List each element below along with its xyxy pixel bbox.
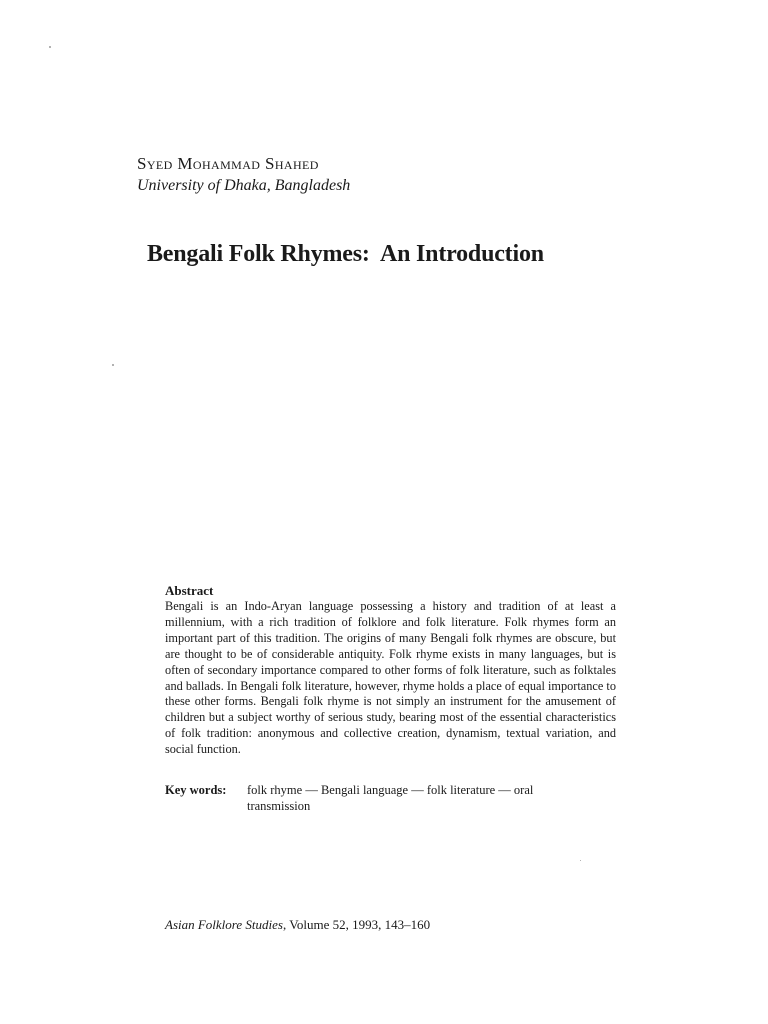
journal-name: Asian Folklore Studies <box>165 917 283 932</box>
keywords-label: Key words: <box>165 783 227 797</box>
keywords-text: folk rhyme — Bengali language — folk literature — oral transmission <box>247 783 534 813</box>
abstract-body: Bengali is an Indo-Aryan language possessing a history and tradition of at least a millennium, with a rich tradition of folklore and folk literature. Folk rhymes form an important part of this tradition. The origins of many Bengali folk rhymes are obscure, but are thought to be of considerable antiquity. Folk rhyme exists in many languages, but is often of secondary importance compared to other forms of folk literature, such as folktales and ballads. In Bengali folk literature, however, rhyme holds a place of equal importance to these other forms. Bengali folk rhyme is not simply an instrument for the amusement of children but a subject worthy of serious study, bearing most of the essential characteristics of folk tradition: anonymous and collective creation, dynamism, textual variation, and social function. <box>165 599 616 757</box>
scan-speck <box>49 46 51 48</box>
author-affiliation: University of Dhaka, Bangladesh <box>137 177 351 194</box>
citation-details: , Volume 52, 1993, 143–160 <box>282 917 431 932</box>
scan-speck <box>580 860 581 861</box>
author-block <box>137 153 350 197</box>
abstract-section <box>165 582 616 758</box>
scan-speck <box>112 364 114 366</box>
author-name: Syed Mohammad Shahed <box>137 154 319 173</box>
journal-citation <box>165 916 430 934</box>
keywords-section <box>165 782 616 814</box>
abstract-heading: Abstract <box>165 583 214 598</box>
paper-title: Bengali Folk Rhymes: An Introduction <box>147 241 544 267</box>
